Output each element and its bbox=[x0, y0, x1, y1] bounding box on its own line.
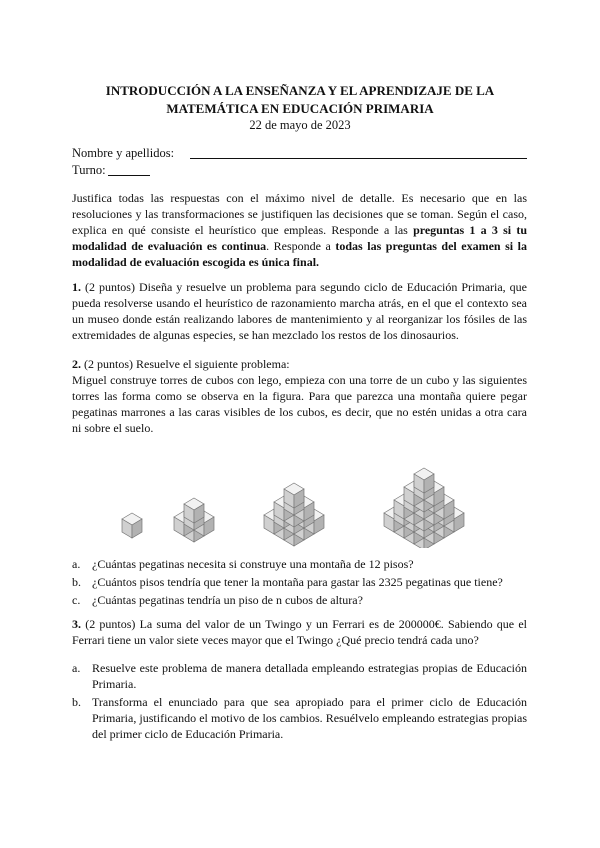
item-marker: b. bbox=[72, 695, 81, 709]
question-3-number: 3. bbox=[72, 617, 81, 631]
cube-block bbox=[122, 513, 142, 538]
cube-tower bbox=[174, 498, 214, 542]
question-2-head: (2 puntos) Resuelve el siguiente problema: bbox=[81, 357, 290, 371]
question-2-item-c bbox=[72, 592, 527, 608]
exam-date: 22 de mayo de 2023 bbox=[249, 118, 351, 132]
question-1 bbox=[72, 279, 527, 343]
item-text: Resuelve este problema de manera detallada empleando estrategias propias de Educación Primaria. bbox=[92, 661, 527, 691]
question-2-item-b bbox=[72, 574, 527, 590]
instructions-bold-1: preguntas 1 a 3 si tu modalidad de evaluación es continua bbox=[72, 223, 527, 253]
question-1-number: 1. bbox=[72, 280, 81, 294]
instructions-text-2: . Responde a bbox=[266, 239, 336, 253]
cube-tower bbox=[122, 513, 142, 538]
item-text: Transforma el enunciado para que sea apropiado para el primer ciclo de Educación Primaria, justificando el motivo de los cambios. Resuélvelo empleando estrategias propias del primer ciclo de Educación Primaria. bbox=[92, 695, 527, 741]
item-text: ¿Cuántos pisos tendría que tener la montaña para gastar las 2325 pegatinas que tiene? bbox=[92, 575, 503, 589]
exam-title-line-2: MATEMÁTICA EN EDUCACIÓN PRIMARIA bbox=[166, 101, 434, 116]
cube-towers-figure bbox=[112, 448, 482, 548]
instructions-paragraph bbox=[72, 190, 527, 270]
name-field[interactable] bbox=[190, 158, 527, 159]
item-marker: c. bbox=[72, 593, 81, 607]
item-marker: a. bbox=[72, 661, 81, 675]
item-marker: a. bbox=[72, 557, 81, 571]
question-3 bbox=[72, 616, 527, 648]
item-marker: b. bbox=[72, 575, 81, 589]
question-3-text: (2 puntos) La suma del valor de un Twingo y un Ferrari es de 200000€. Sabiendo que el Ferrari tiene un valor siete veces mayor que el Twingo ¿Qué precio tendrá cada uno? bbox=[72, 617, 527, 647]
name-label: Nombre y apellidos: bbox=[72, 146, 175, 160]
instructions-bold-2: todas las preguntas del examen si la modalidad de evaluación escogida es única final. bbox=[72, 239, 527, 269]
turno-field[interactable] bbox=[108, 175, 150, 176]
question-1-text: (2 puntos) Diseña y resuelve un problema para segundo ciclo de Educación Primaria, que pueda resolverse usando el heurístico de razonamiento marcha atrás, en el que el contexto sea un museo donde están realizando labores de mantenimiento y al reorganizar los fósiles de las extremidades de algunas especies, se han mezclado los restos de los dinosaurios. bbox=[72, 280, 527, 342]
question-3-item-b bbox=[72, 694, 527, 742]
cube-tower bbox=[264, 483, 324, 546]
question-2-items bbox=[72, 556, 527, 610]
item-text: ¿Cuántas pegatinas necesita si construye una montaña de 12 pisos? bbox=[92, 557, 414, 571]
question-3-items bbox=[72, 660, 527, 744]
question-2-item-a bbox=[72, 556, 527, 572]
cube-tower bbox=[384, 468, 464, 548]
question-3-item-a bbox=[72, 660, 527, 692]
exam-title-line-1: INTRODUCCIÓN A LA ENSEÑANZA Y EL APRENDIZAJE DE LA bbox=[105, 83, 495, 98]
question-2-heading bbox=[72, 356, 527, 372]
item-text: ¿Cuántas pegatinas tendría un piso de n cubos de altura? bbox=[92, 593, 363, 607]
question-2-text: Miguel construye torres de cubos con lego, empieza con una torre de un cubo y las siguientes torres las forma como se observa en la figura. Para que parezca una montaña quiere pegar pegatinas marrones a las caras visibles de los cubos, es decir, que no estén unidas a otra cara ni sobre el suelo. bbox=[72, 373, 527, 435]
turno-label: Turno: bbox=[72, 163, 106, 177]
instructions-text-1: Justifica todas las respuestas con el máximo nivel de detalle. Es necesario que en las resoluciones y las transformaciones se justifiquen las decisiones que se toman. Según el caso, explica en qué consiste el heurístico que empleas. Responde a las bbox=[72, 191, 527, 237]
question-2-number: 2. bbox=[72, 357, 81, 371]
